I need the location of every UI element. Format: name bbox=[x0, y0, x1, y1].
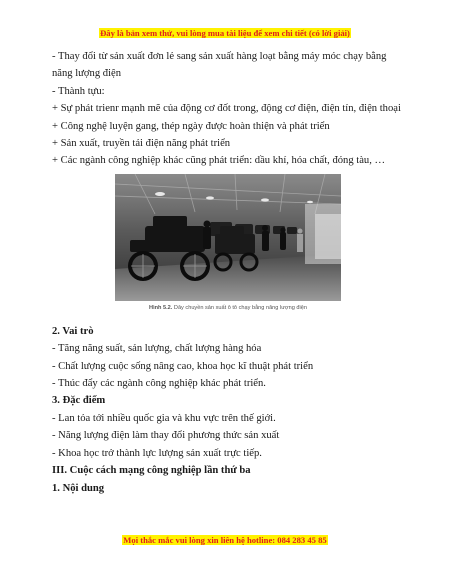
paragraph-line: + Các ngành công nghiệp khác cũng phát triển: dầu khí, hóa chất, đóng tàu, … bbox=[52, 155, 386, 167]
caption-text: Dây chuyền sản xuất ô tô chạy bằng năng lượng điện bbox=[173, 304, 307, 311]
figure bbox=[52, 174, 404, 313]
preview-banner bbox=[0, 28, 450, 38]
assembly-line-photo bbox=[115, 174, 341, 301]
section-heading: III. Cuộc cách mạng công nghiệp lần thứ ba bbox=[52, 465, 251, 477]
figure-caption bbox=[52, 304, 404, 313]
section-heading: 3. Đặc điểm bbox=[52, 395, 106, 407]
document-body bbox=[52, 48, 404, 497]
list-item: - Khoa học trở thành lực lượng sản xuất trực tiếp. bbox=[52, 447, 262, 459]
list-item: - Tăng năng suất, sản lượng, chất lượng hàng hóa bbox=[52, 343, 262, 355]
paragraph-line: + Sản xuất, truyền tải điện năng phát triển bbox=[52, 138, 231, 150]
sub-heading: 1. Nội dung bbox=[52, 482, 105, 494]
hotline-banner bbox=[0, 535, 450, 545]
list-item: - Chất lượng cuộc sống nâng cao, khoa học kĩ thuật phát triển bbox=[52, 360, 314, 372]
paragraph-line: + Sự phát trienr mạnh mẽ của động cơ đốt trong, động cơ điện, điện tín, điện thoại bbox=[52, 103, 401, 115]
list-item: - Thúc đẩy các ngành công nghiệp khác phát triển. bbox=[52, 378, 266, 390]
list-item: - Lan tỏa tới nhiều quốc gia và khu vực trên thế giới. bbox=[52, 412, 276, 424]
list-item: - Năng lượng điện làm thay đổi phương thức sản xuất bbox=[52, 430, 280, 442]
preview-banner-text: Đây là bản xem thử, vui lòng mua tài liệu để xem chi tiết (có lời giải) bbox=[100, 28, 350, 38]
paragraph-line: - Thành tựu: bbox=[52, 85, 105, 97]
paragraph-line: - Thay đổi từ sản xuất đơn lẻ sang sản xuất hàng loạt bằng máy móc chạy bằng năng lượng điện bbox=[52, 51, 387, 80]
caption-label: Hình 5.2. bbox=[149, 304, 173, 311]
section-heading: 2. Vai trò bbox=[52, 325, 94, 337]
paragraph-line: + Công nghệ luyện gang, thép ngày được hoàn thiện và phát triển bbox=[52, 120, 330, 132]
hotline-banner-text: Mọi thắc mắc vui lòng xin liên hệ hotline: 084 283 45 85 bbox=[123, 535, 327, 545]
